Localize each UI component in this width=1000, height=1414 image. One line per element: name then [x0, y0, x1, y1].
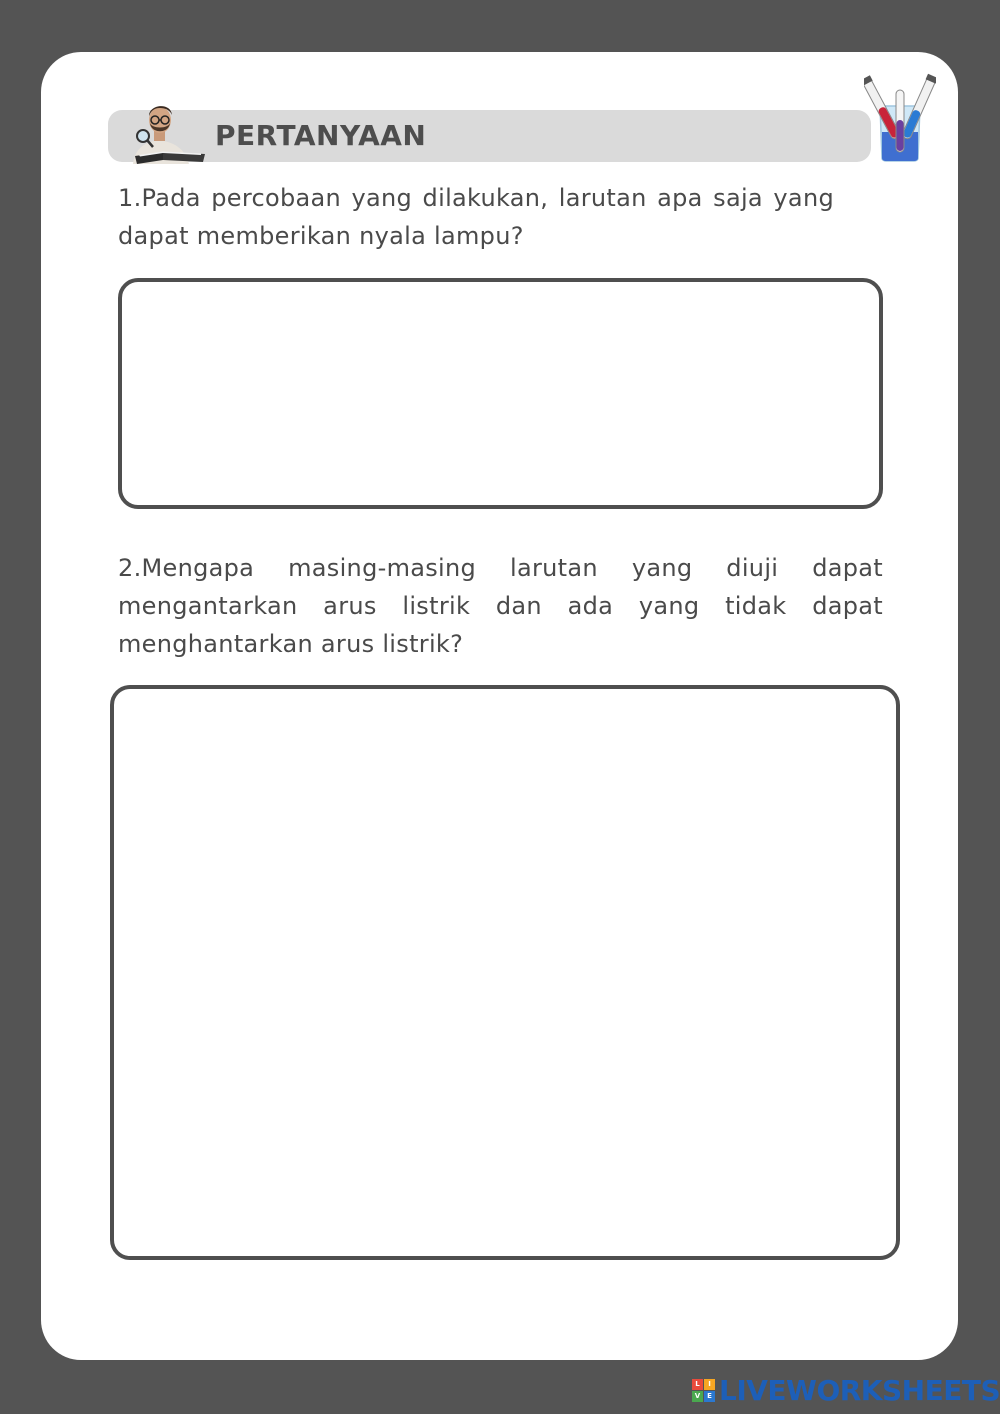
answer-box-2[interactable] — [110, 685, 900, 1260]
logo-text: LIVEWORKSHEETS — [719, 1373, 1000, 1407]
test-tubes-illustration — [864, 70, 936, 162]
liveworksheets-logo — [692, 1373, 1000, 1407]
page-title: PERTANYAAN — [215, 119, 427, 152]
question-2: 2.Mengapa masing-masing larutan yang diuji dapat mengantarkan arus listrik dan ada yang tidak dapat menghantarkan arus listrik? — [118, 554, 883, 658]
reading-person-illustration — [115, 98, 210, 164]
logo-mark-icon: L I V E — [692, 1379, 715, 1402]
question-1: 1.Pada percobaan yang dilakukan, larutan apa saja yang dapat memberikan nyala lampu? — [118, 184, 834, 250]
answer-box-1[interactable] — [118, 278, 883, 509]
